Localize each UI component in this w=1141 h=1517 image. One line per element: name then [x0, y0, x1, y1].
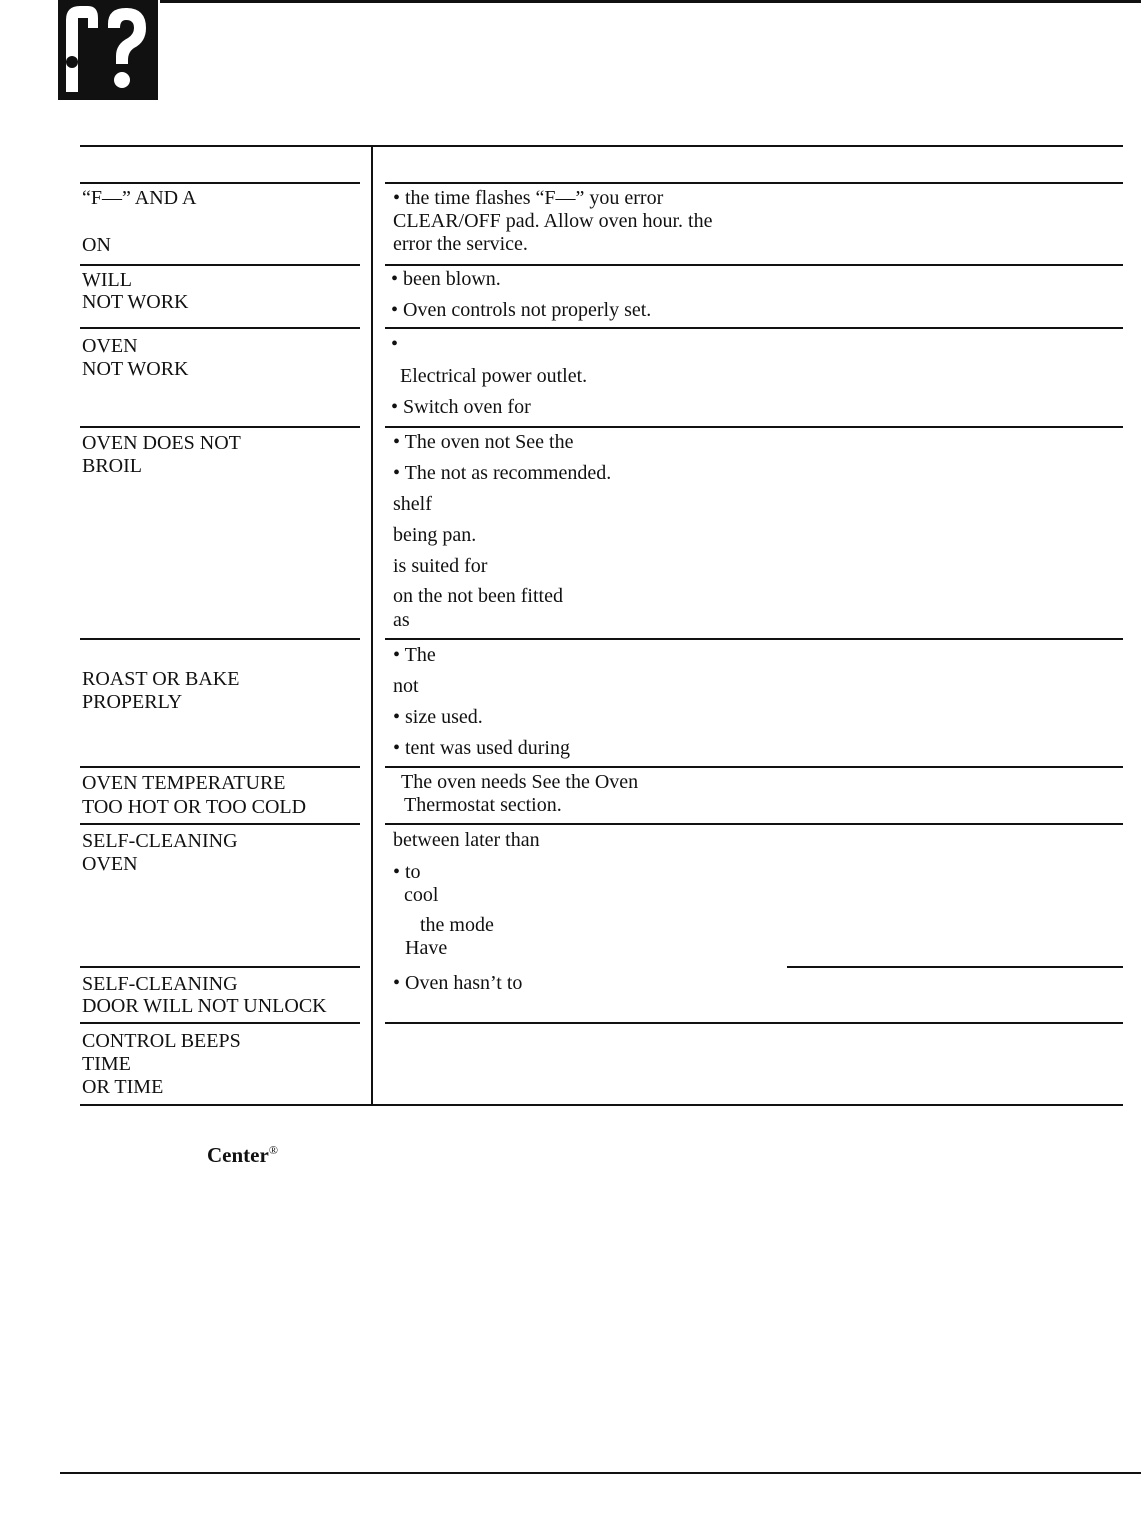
problem-text: DOOR WILL NOT UNLOCK	[82, 995, 327, 1017]
cause-text: shelf	[393, 493, 432, 515]
cause-text: cool	[404, 884, 439, 906]
row-rule	[385, 426, 1123, 428]
footer-note	[207, 1143, 278, 1168]
cause-text: • been blown.	[391, 268, 501, 290]
row-rule	[80, 264, 360, 266]
cause-text: between later than	[393, 829, 540, 851]
row-rule	[80, 966, 360, 968]
problem-text: SELF-CLEANING	[82, 973, 238, 995]
problem-text: ON	[82, 234, 111, 256]
cause-text: being pan.	[393, 524, 477, 546]
problem-text: “F—” AND A	[82, 187, 197, 209]
cause-text: not	[393, 675, 419, 697]
row-rule	[80, 823, 360, 825]
cause-text: •	[391, 333, 399, 355]
cause-text: • the time flashes “F—” you error	[393, 187, 664, 209]
cause-text: error the service.	[393, 233, 528, 255]
question-mark-icon	[58, 0, 158, 100]
cause-text: • size used.	[393, 706, 483, 728]
registered-mark: ®	[268, 1143, 278, 1157]
problem-text: OVEN DOES NOT	[82, 432, 241, 454]
problem-text: OVEN	[82, 853, 138, 875]
problem-text: OR TIME	[82, 1076, 164, 1098]
row-rule	[80, 638, 360, 640]
cause-text: • The	[393, 644, 436, 666]
cause-text: • Oven hasn’t to	[393, 972, 523, 994]
column-divider	[371, 145, 373, 1106]
cause-text: CLEAR/OFF pad. Allow oven hour. the	[393, 210, 713, 232]
row-rule	[80, 182, 360, 184]
row-rule	[80, 766, 360, 768]
cause-text: • Oven controls not properly set.	[391, 299, 652, 321]
cause-text: • tent was used during	[393, 737, 570, 759]
cause-text: • to	[393, 861, 421, 883]
cause-text: Electrical power outlet.	[400, 365, 588, 387]
cause-text: is suited for	[393, 555, 488, 577]
cause-text: The oven needs See the Oven	[401, 771, 639, 793]
problem-text: ROAST OR BAKE	[82, 668, 240, 690]
cause-text: • Switch oven for	[391, 396, 531, 418]
cause-text: as	[393, 609, 410, 631]
row-rule	[80, 426, 360, 428]
problem-text: BROIL	[82, 455, 142, 477]
cause-text: on the not been fitted	[393, 585, 563, 607]
cause-text: • The not as recommended.	[393, 462, 612, 484]
row-rule	[80, 1022, 360, 1024]
row-rule	[385, 638, 1123, 640]
table-top-rule	[80, 145, 1123, 147]
footer-note-text: Center	[207, 1143, 269, 1167]
problem-text: NOT WORK	[82, 291, 189, 313]
problem-text: CONTROL BEEPS	[82, 1030, 241, 1052]
problem-text: OVEN	[82, 335, 138, 357]
cause-text: Have	[405, 937, 448, 959]
problem-text: OVEN TEMPERATURE	[82, 772, 286, 794]
row-rule	[385, 264, 1123, 266]
row-rule	[385, 327, 1123, 329]
problem-text: TIME	[82, 1053, 131, 1075]
row-rule	[385, 1022, 1123, 1024]
cause-text: the mode	[420, 914, 494, 936]
row-rule	[385, 766, 1123, 768]
problem-text: SELF-CLEANING	[82, 830, 238, 852]
cause-text: • The oven not See the	[393, 431, 574, 453]
footer-rule	[60, 1472, 1141, 1474]
top-rule	[160, 0, 1141, 3]
problem-text: PROPERLY	[82, 691, 183, 713]
problem-text: NOT WORK	[82, 358, 189, 380]
cause-text: Thermostat section.	[404, 794, 562, 816]
row-rule	[385, 823, 1123, 825]
table-bottom-rule	[80, 1104, 1123, 1106]
row-rule	[80, 327, 360, 329]
problem-text: WILL	[82, 269, 132, 291]
problem-text: TOO HOT OR TOO COLD	[82, 796, 307, 818]
rule-gap	[385, 966, 787, 968]
row-rule	[385, 182, 1123, 184]
